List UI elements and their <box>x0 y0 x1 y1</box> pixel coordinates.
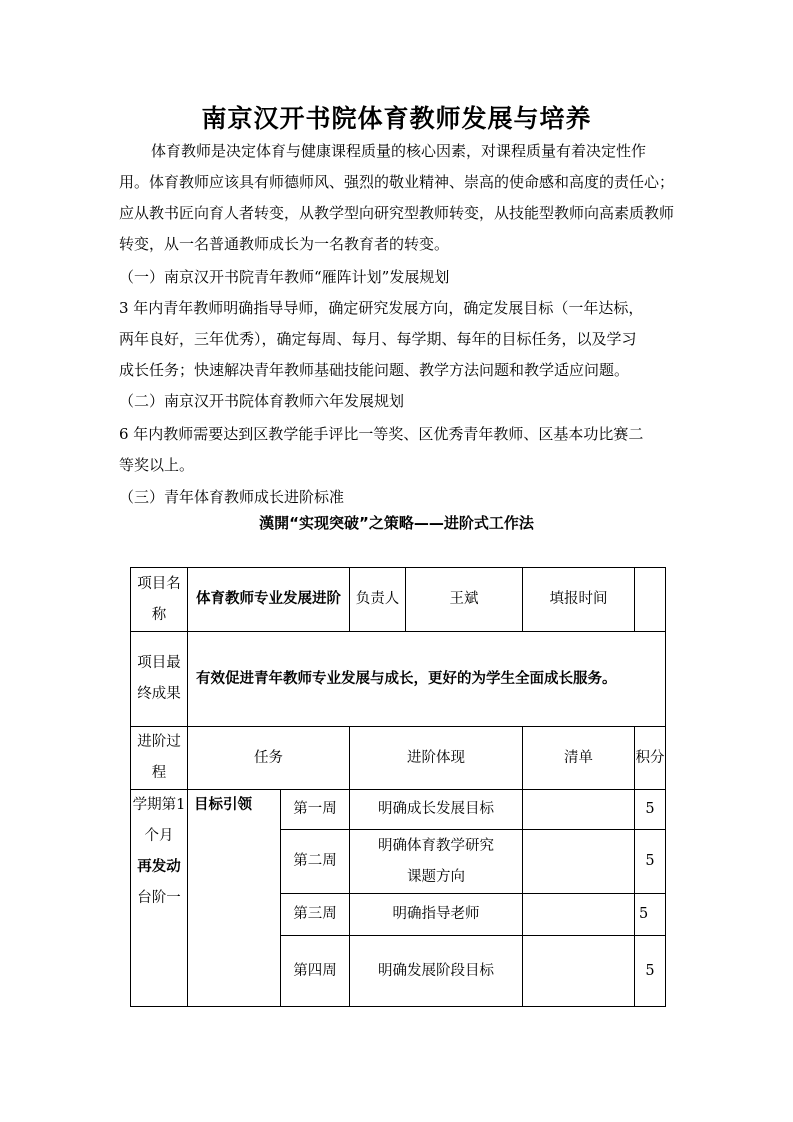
week-list <box>523 830 635 894</box>
list-header: 清单 <box>523 727 635 790</box>
score-header: 积分 <box>635 727 666 790</box>
week-label: 第三周 <box>281 894 350 936</box>
week-label: 第一周 <box>281 790 350 830</box>
section-heading-3: （三）青年体育教师成长进阶标准 <box>119 488 345 506</box>
table-row <box>131 790 666 830</box>
outcome-label: 项目最终成果 <box>131 632 188 727</box>
week-score: 5 <box>635 790 666 830</box>
leader-label: 负责人 <box>350 568 406 631</box>
outcome-value: 有效促进青年教师专业发展与成长，更好的为学生全面成长服务。 <box>188 632 666 727</box>
leader-cell <box>350 568 523 632</box>
stage-post-text: 台阶一 <box>137 890 181 906</box>
week-item: 明确发展阶段目标 <box>350 936 523 1007</box>
process-label: 进阶过程 <box>131 727 188 790</box>
project-name-label: 项目名称 <box>131 568 188 632</box>
manifest-header: 进阶体现 <box>350 727 523 790</box>
week-item: 明确指导老师 <box>350 894 523 936</box>
stage-cell <box>131 790 188 1007</box>
intro-text: 体育教师是决定体育与健康课程质量的核心因素，对课程质量有着决定性作用。体育教师应该具有师德师风、强烈的敬业精神、崇高的使命感和高度的责任心；应从教书匠向育人者转变，从教学型向研究型教师转变，从技能型教师向高素质教师转变，从一名普通教师成长为一名教育者的转变。 <box>119 142 675 253</box>
week-item: 明确体育教学研究课题方向 <box>350 830 523 894</box>
intro-paragraph <box>119 136 675 260</box>
stage-pre-text: 学期第1个月 <box>132 797 186 844</box>
table-caption: 漢開“实现突破”之策略——进阶式工作法 <box>259 514 534 532</box>
section-1-line-3: 成长任务；快速解决青年教师基础技能问题、教学方法问题和教学适应问题。 <box>119 361 630 379</box>
week-score: 5 <box>635 936 666 1007</box>
week-score: 5 <box>635 894 666 936</box>
week-list <box>523 936 635 1007</box>
week-score: 5 <box>635 830 666 894</box>
task-header: 任务 <box>188 727 350 790</box>
section-1-line-2: 两年良好，三年优秀），确定每周、每月、每学期、每年的目标任务，以及学习 <box>119 330 637 348</box>
project-name-value: 体育教师专业发展进阶 <box>188 568 350 632</box>
fill-time-value <box>635 568 666 632</box>
page-title: 南京汉开书院体育教师发展与培养 <box>201 104 592 133</box>
week-item: 明确成长发展目标 <box>350 790 523 830</box>
section-2-line-1: 6 年内教师需要达到区教学能手评比一等奖、区优秀青年教师、区基本功比赛二 <box>119 425 644 443</box>
stage-bold-text: 再发动 <box>137 859 181 875</box>
table-row <box>131 727 666 790</box>
fill-time-label: 填报时间 <box>523 568 635 632</box>
section-2-line-2: 等奖以上。 <box>119 456 195 474</box>
section-1-line-1: 3 年内青年教师明确指导导师，确定研究发展方向，确定发展目标（一年达标， <box>119 299 644 317</box>
week-list <box>523 894 635 936</box>
progression-table <box>130 567 666 1007</box>
section-heading-2: （二）南京汉开书院体育教师六年发展规划 <box>119 392 405 410</box>
week-list <box>523 790 635 830</box>
leader-value: 王斌 <box>449 591 479 607</box>
goal-label: 目标引领 <box>188 790 281 1007</box>
week-label: 第四周 <box>281 936 350 1007</box>
table-row <box>131 632 666 727</box>
table-row <box>131 568 666 632</box>
section-heading-1: （一）南京汉开书院青年教师“雁阵计划”发展规划 <box>119 268 450 286</box>
week-label: 第二周 <box>281 830 350 894</box>
